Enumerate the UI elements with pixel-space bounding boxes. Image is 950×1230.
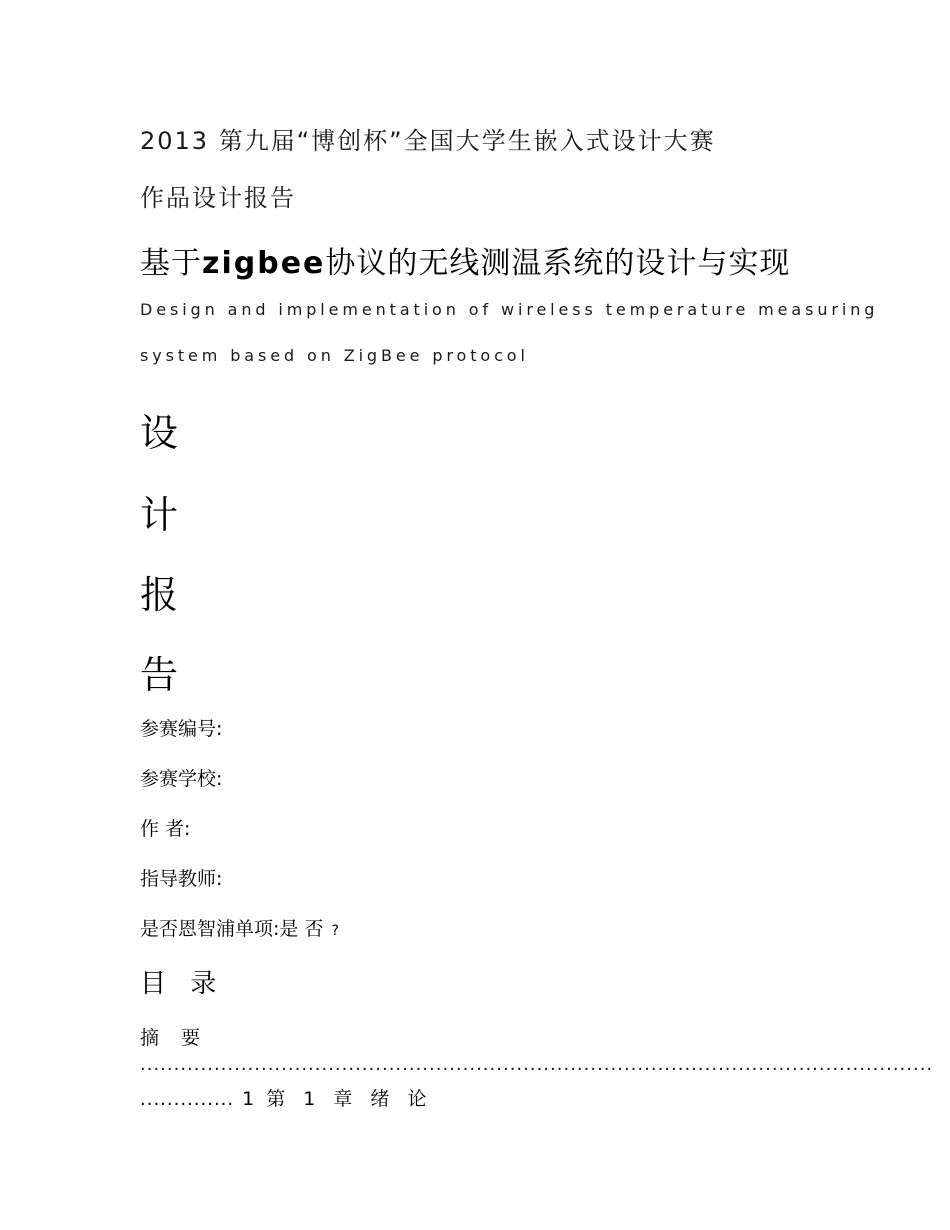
vertical-title-char: 设 [140,411,179,455]
toc-page-number: 1 [242,1088,255,1110]
title-prefix: 基于 [140,246,202,281]
entry-number-label: 参赛编号: [140,718,223,740]
title-suffix: 协议的无线测温系统的设计与实现 [325,246,791,281]
title-keyword: zigbee [202,246,326,281]
vertical-title-char: 计 [140,493,179,537]
chinese-title [140,238,790,282]
author-label: 作 者: [140,818,191,840]
advisor-label: 指导教师: [140,868,223,890]
vertical-title-char: 告 [140,653,179,697]
english-title-line-1: Design and implementation of wireless temperature measuring [140,300,879,319]
vertical-title-char: 报 [140,573,179,617]
toc-item-abstract: 摘 要 [140,1027,209,1049]
toc-leader-dots-cont: .............. [140,1089,235,1110]
toc-next-chapter: 第 1 章 绪 论 [266,1088,433,1110]
nxp-single-item-field [140,914,339,941]
competition-title: 2013 第九届“博创杯”全国大学生嵌入式设计大赛 [140,127,716,155]
toc-leader-dots: ...................................................................................................................... [140,1054,934,1075]
school-label: 参赛学校: [140,768,223,790]
report-type: 作品设计报告 [140,184,296,212]
english-title-line-2: system based on ZigBee protocol [140,346,529,365]
toc-heading: 目 录 [140,969,225,999]
toc-entry-continuation [140,1084,432,1111]
nxp-single-item-mark: ? [331,923,339,939]
nxp-single-item-label: 是否恩智浦单项:是 否 [140,918,324,940]
